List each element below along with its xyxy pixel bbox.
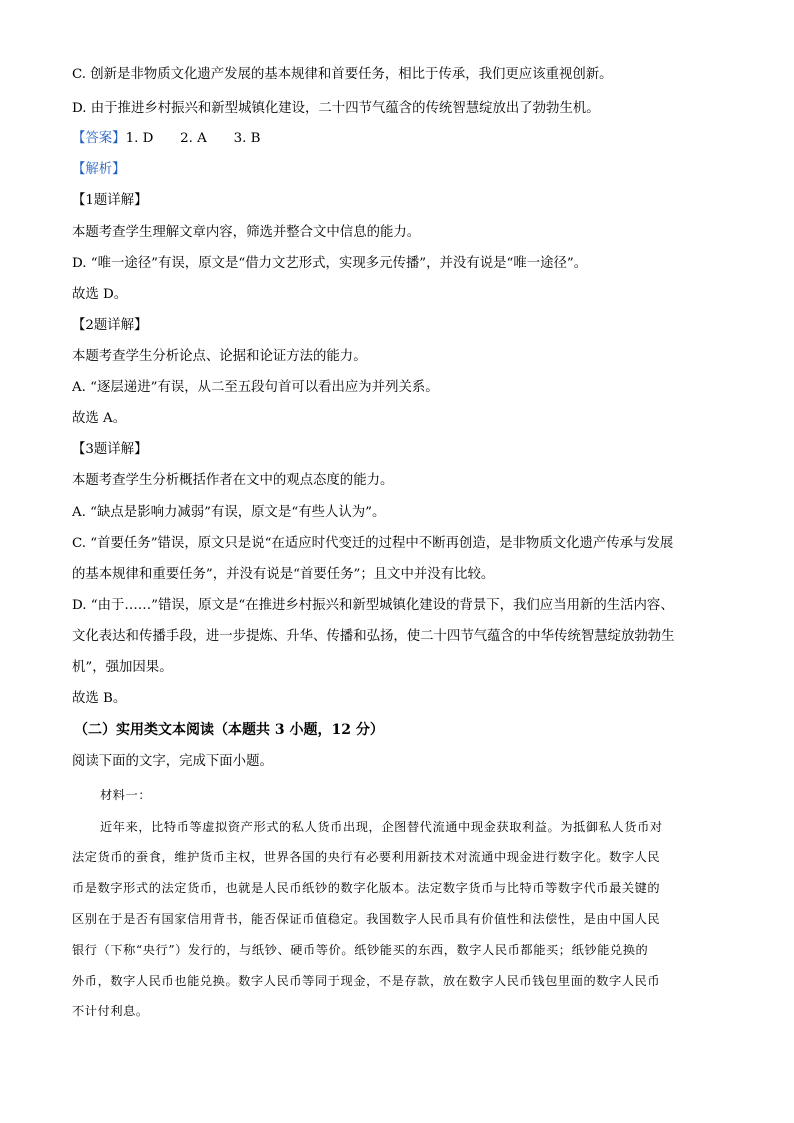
option-d-line: D. 由于推进乡村振兴和新型城镇化建设，二十四节气蕴含的传统智慧绽放出了勃勃生机。 — [72, 101, 600, 116]
q1-choice: 故选 D。 — [72, 287, 128, 302]
q2-detail-heading: 【2题详解】 — [72, 318, 148, 333]
analysis-label: 【解析】 — [72, 162, 126, 177]
q1-explanation: D. “唯一途径”有误，原文是“借力文艺形式，实现多元传播”，并没有说是“唯一途径”。 — [72, 256, 588, 271]
material-line: 银行（下称“央行”）发行的，与纸钞、硬币等价。纸钞能买的东西，数字人民币都能买；纸钞能兑换的 — [72, 943, 649, 957]
material-line: 不计付利息。 — [72, 1004, 149, 1018]
material-line: 区别在于是否有国家信用背书，能否保证币值稳定。我国数字人民币具有价值性和法偿性，是由中国人民 — [72, 912, 661, 926]
q3-explanation-a: A. “缺点是影响力减弱”有误，原文是“有些人认为”。 — [72, 505, 386, 520]
q3-intro: 本题考查学生分析概括作者在文中的观点态度的能力。 — [72, 473, 394, 488]
option-c-line: C. 创新是非物质文化遗产发展的基本规律和首要任务，相比于传承，我们更应该重视创新。 — [72, 67, 613, 82]
q3-explanation-d-1: D. “由于……”错误，原文是“在推进乡村振兴和新型城镇化建设的背景下，我们应当用新的生活内容、 — [72, 598, 674, 613]
answer-label: 【答案】 — [72, 131, 126, 146]
q3-detail-heading: 【3题详解】 — [72, 442, 148, 457]
q3-explanation-d-2: 文化表达和传播手段，进一步提炼、升华、传播和弘扬，使二十四节气蕴含的中华传统智慧绽放勃勃生 — [72, 629, 675, 644]
material-line: 近年来，比特币等虚拟资产形式的私人货币出现，企图替代流通中现金获取利益。为抵御私人货币对 — [100, 820, 663, 834]
answer-text: 1. D 2. A 3. B — [125, 131, 261, 146]
q1-detail-heading: 【1题详解】 — [72, 193, 148, 208]
answer-line — [72, 130, 732, 148]
q1-intro: 本题考查学生理解文章内容，筛选并整合文中信息的能力。 — [72, 225, 421, 240]
material-line: 法定货币的蚕食，维护货币主权，世界各国的央行有必要利用新技术对流通中现金进行数字化。数字人民 — [72, 850, 661, 864]
instruction-text: 阅读下面的文字，完成下面小题。 — [72, 754, 273, 769]
q2-choice: 故选 A。 — [72, 411, 127, 426]
material-title: 材料一： — [100, 788, 152, 802]
q3-choice: 故选 B。 — [72, 691, 127, 706]
material-line: 币是数字形式的法定货币，也就是人民币纸钞的数字化版本。法定数字货币与比特币等数字代币最关键的 — [72, 881, 661, 895]
q2-explanation: A. “逐层递进”有误，从二至五段句首可以看出应为并列关系。 — [72, 380, 439, 395]
section-heading: （二）实用类文本阅读（本题共 3 小题，12 分） — [74, 722, 384, 738]
q3-explanation-c-1: C. “首要任务”错误，原文只是说“在适应时代变迁的过程中不断再创造，是非物质文化遗产传承与发展 — [72, 536, 674, 551]
q3-explanation-c-2: 的基本规律和重要任务”，并没有说是“首要任务”；且文中并没有比较。 — [72, 567, 495, 582]
q3-explanation-d-3: 机”，强加因果。 — [72, 660, 173, 675]
material-line: 外币，数字人民币也能兑换。数字人民币等同于现金，不是存款，放在数字人民币钱包里面的数字人民币 — [72, 974, 661, 988]
q2-intro: 本题考查学生分析论点、论据和论证方法的能力。 — [72, 349, 367, 364]
